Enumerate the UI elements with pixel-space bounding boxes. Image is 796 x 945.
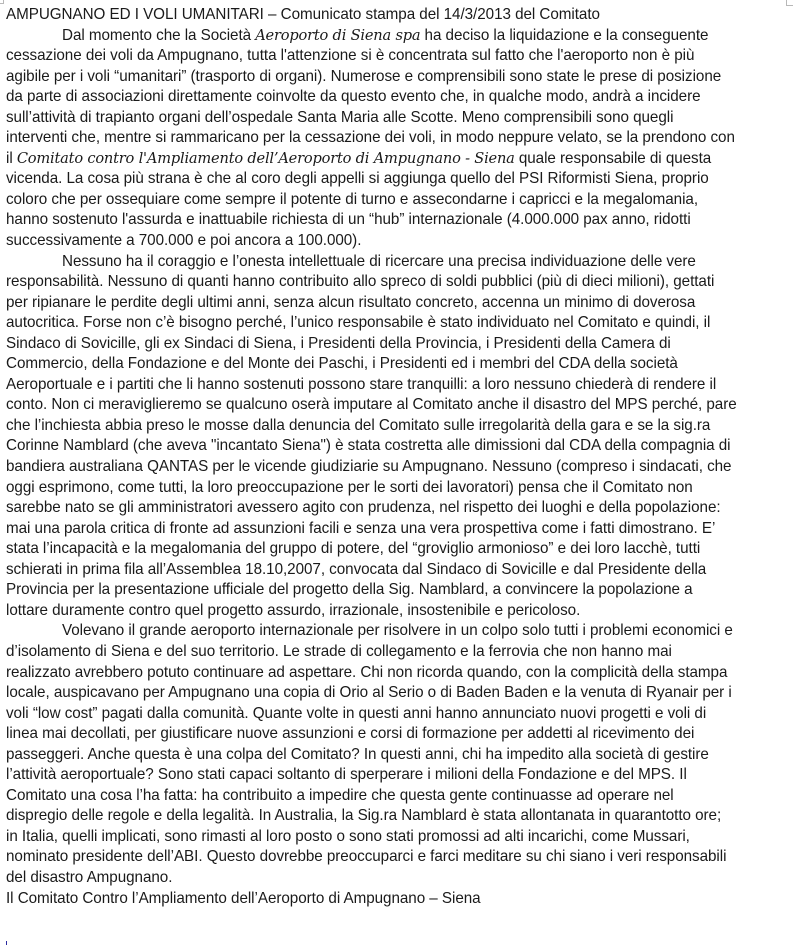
text-line: sarebbe nato se gli amministratori avessero agito con prudenza, nel rispetto dei luoghi e della popolazione: <box>6 499 721 517</box>
text-line: Commercio, della Fondazione e del Monte dei Paschi, i Presidenti ed i membri del CDA della società <box>6 355 678 373</box>
text-line: interventi che, mentre si rammaricano per la cessazione dei voli, in modo neppure velato, se la prendono con <box>6 129 735 147</box>
text-line: nominato presidente dell’ABI. Questo dovrebbe preoccuparci e farci meditare su chi siano i veri responsabili <box>6 848 727 866</box>
text-line: successivamente a 700.000 e poi ancora a 100.000). <box>6 232 362 250</box>
text-line: lottare duramente contro quel progetto assurdo, irrazionale, insostenibile e pericoloso. <box>6 601 581 619</box>
text-line: voli “low cost” pagati dalla comunità. Quante volte in questi anni hanno annunciato nuovi progetti e voli di <box>6 704 707 722</box>
text-line: vicenda. La cosa più strana è che al coro degli appelli si aggiunga quello del PSI Riformisti Siena, proprio <box>6 170 709 188</box>
text-line: del disastro Ampugnano. <box>6 868 173 886</box>
text-line: passeggeri. Anche questa è una colpa del Comitato? In questi anni, chi ha impedito alla società di gestire <box>6 745 709 763</box>
text-line: stata l’incapacità e la megalomania del gruppo di potere, del “groviglio armonioso” e dei loro lacchè, tutti <box>6 540 701 558</box>
text-run: Dal momento che la Società <box>62 26 256 44</box>
committee-name: Comitato contro l'Ampliamento dell’Aeroporto di Ampugnano - Siena <box>16 149 515 167</box>
text-line: per ripianare le perdite degli ultimi anni, senza alcun risultato concreto, accenna un minimo di doverosa <box>6 293 696 311</box>
text-line: Nessuno ha il coraggio e l’onesta intellettuale di ricercare una precisa individuazione delle vere <box>62 252 696 270</box>
text-line: oggi esprimono, come tutti, la loro preoccupazione per le sorti dei lavoratori) pensa che il Comitato non <box>6 478 693 496</box>
document-title: AMPUGNANO ED I VOLI UMANITARI – Comunicato stampa del 14/3/2013 del Comitato <box>6 6 600 23</box>
text-line: coloro che per ossequiare come sempre il potente di turno e assecondarne i capricci e la megalomania, <box>6 190 699 208</box>
text-line: d’isolamento di Siena e del suo territorio. Le strade di collegamento e la ferrovia che non hanno mai <box>6 642 672 660</box>
text-line: autocritica. Forse non c’è bisogno perché, l’unico responsabile è stato individuato nel Comitato e quindi, il <box>6 314 711 332</box>
text-cursor <box>6 941 7 945</box>
company-name: Aeroporto di Siena spa <box>255 26 421 44</box>
text-line: Corinne Namblard (che aveva "incantato Siena") è stata costretta alle dimissioni dal CDA della compagnia di <box>6 437 731 455</box>
document-body[interactable] <box>6 5 796 909</box>
text-line: dispregio delle regole e della legalità. In Australia, la Sig.ra Namblard è stata allontanata in quarantotto ore; <box>6 807 722 825</box>
text-line: cessazione dei voli da Ampugnano, tutta l'attenzione si è concentrata sul fatto che l'aeroporto non è più <box>6 47 695 65</box>
text-line: hanno sostenuto l'assurda e inattuabile richiesta di un “hub” internazionale (4.000.000 pax anno, ridotti <box>6 211 691 229</box>
text-line: Provincia per la presentazione ufficiale del progetto della Sig. Namblard, a convincere la popolazione a <box>6 581 693 599</box>
text-line: Comitato una cosa l’ha fatta: ha contribuito a impedire che questa gente continuasse ad operare nel <box>6 786 674 804</box>
text-line: mai una parola critica di fronte ad assunzioni facili e senza una vera prospettiva come i fatti dimostrano. E’ <box>6 519 716 537</box>
text-line: Volevano il grande aeroporto internazionale per risolvere in un colpo solo tutti i problemi economici e <box>62 622 733 640</box>
text-line <box>6 26 796 47</box>
text-line: in Italia, quelli implicati, sono rimasti al loro posto o sono stati promossi ad alti incarichi, come Mussari, <box>6 827 690 845</box>
text-line: schierati in prima fila all’Assemblea 18.10,2007, convocata dal Sindaco di Sovicille e dal Presidente della <box>6 560 707 578</box>
text-line: da parte di associazioni direttamente coinvolte da questo evento che, in qualche modo, andrà a incidere <box>6 88 701 106</box>
text-line: agibile per i voli “umanitari” (trasporto di organi). Numerose e comprensibili sono state le prese di posizione <box>6 67 722 85</box>
signature-line: Il Comitato Contro l’Ampliamento dell’Aeroporto di Ampugnano – Siena <box>6 889 481 907</box>
text-line: Aeroportuale e i partiti che li hanno sostenuti possono stare tranquilli: a loro nessuno chiederà di rendere il <box>6 375 717 393</box>
text-line: che l’inchiesta abbia preso le mosse dalla denuncia del Comitato sulle irregolarità della gara e se la sig.ra <box>6 416 711 434</box>
text-line: responsabilità. Nessuno di quanti hanno contribuito allo spreco di soldi pubblici (più di dieci milioni), gettati <box>6 273 715 291</box>
text-line: conto. Non ci meraviglieremo se qualcuno oserà imputare al Comitato anche il disastro del MPS perché, pare <box>6 396 737 414</box>
text-line: Sindaco di Sovicille, gli ex Sindaci di Siena, i Presidenti della Provincia, i Presidenti della Camera di <box>6 334 671 352</box>
text-run: il <box>6 149 17 167</box>
text-line: locale, auspicavano per Ampugnano una copia di Orio al Serio o di Baden Baden e la venuta di Ryanair per i <box>6 684 732 702</box>
text-line: l’attività aeroportuale? Sono stati capaci soltanto di sperperare i milioni della Fondazione e del MPS. Il <box>6 766 687 784</box>
text-run: quale responsabile di questa <box>514 149 712 167</box>
text-line: bandiera australiana QANTAS per le vicende giudiziarie su Ampugnano. Nessuno (compreso i sindacati, che <box>6 458 732 476</box>
text-line: sull’attività di trapianto organi dell’ospedale Santa Maria alle Scotte. Meno comprensibili sono quegli <box>6 108 674 126</box>
text-line: linea mai decollati, per giustificare nuove assunzioni e corsi di formazione per addetti al ricevimento dei <box>6 725 695 743</box>
page-corner-mark-left <box>0 0 4 4</box>
text-line <box>6 149 796 170</box>
text-run: ha deciso la liquidazione e la conseguente <box>420 26 709 44</box>
text-line: realizzato avrebbero potuto continuare ad aspettare. Chi non ricorda quando, con la complicità della stampa <box>6 663 728 681</box>
